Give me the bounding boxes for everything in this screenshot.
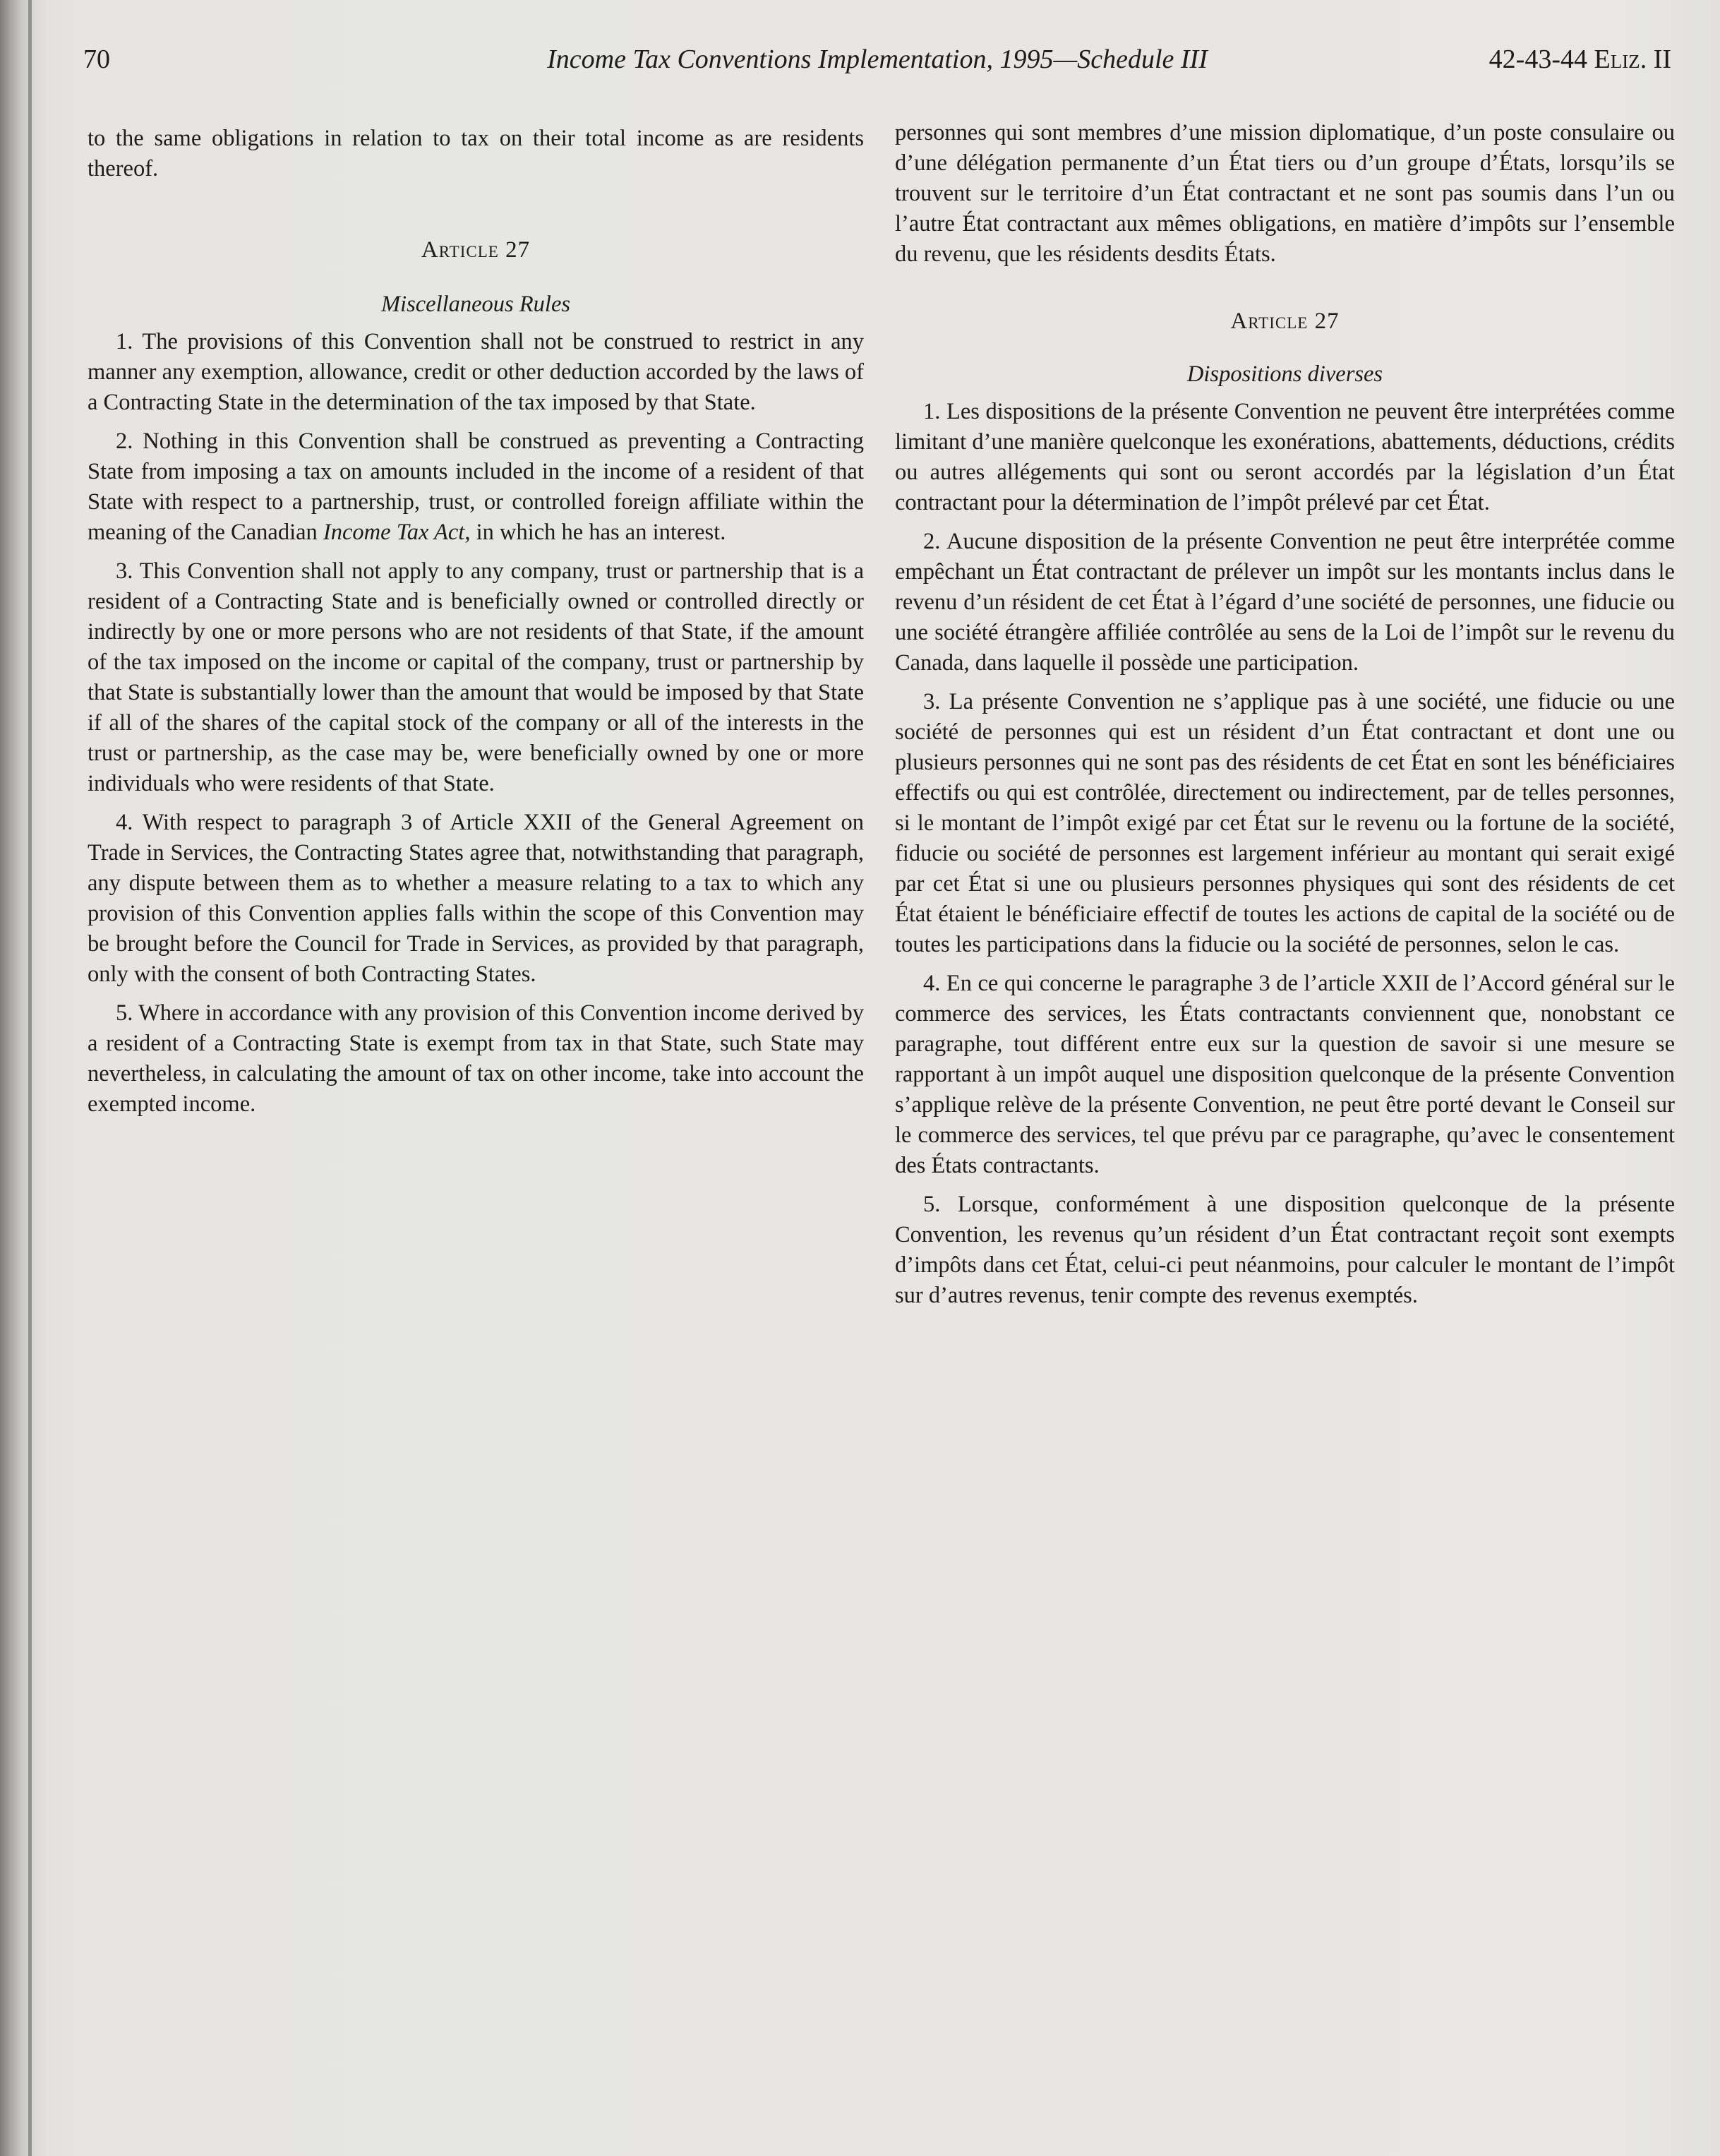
- french-paragraph-4: 4. En ce qui concerne le paragraphe 3 de l’article XXII de l’Accord général sur le commerce des services, les États contractants conviennent que, nonobstant ce paragraphe, tout différent entre eux sur la question de savoir si une mesure se rapportant à un impôt auquel une disposition quelconque de la présente Convention s’applique relève de la présente Convention, ne peut être porté devant le Conseil sur le commerce des services, tel que prévu par ce paragraphe, qu’avec le consentement des États contractants.: [895, 971, 1675, 1178]
- book-spine-shadow: [0, 0, 49, 2156]
- french-paragraph-5: 5. Lorsque, conformément à une disposition quelconque de la présente Convention, les revenus qu’un résident d’un État contractant reçoit sont exempts d’impôts dans cet État, celui-ci peut néanmoins, pour calculer le montant de l’impôt sur d’autres revenus, tenir compte des revenus exemptés.: [895, 1192, 1675, 1308]
- french-paragraph-1: 1. Les dispositions de la présente Convention ne peuvent être interprétées comme limitant d’une manière quelconque les exonérations, abattements, déductions, crédits ou autres allégements qui sont ou seront accordés par la législation d’un État contractant pour la détermination de l’impôt prélevé par cet État.: [895, 399, 1675, 515]
- book-gutter-line: [28, 0, 32, 2156]
- english-continuation: to the same obligations in relation to tax on their total income as are residents thereof.: [88, 126, 864, 181]
- french-paragraph-3: 3. La présente Convention ne s’applique pas à une société, une fiducie ou une société de personnes qui est un résident d’un État contractant et dont une ou plusieurs personnes qui ne sont pas des résidents de cet État en sont les bénéficiaires effectifs ou qui est contrôlée, directement ou indirectement, par de telles personnes, si le montant de l’impôt exigé par cet État sur le revenu ou la fortune de la société, fiducie ou société de personnes est largement inférieur au montant qui serait exigé par cet État si une ou plusieurs personnes physiques qui sont des résidents de cet État étaient le bénéficiaire effectif de toutes les actions de capital de la société ou de toutes les participations dans la fiducie ou la société de personnes, selon le cas.: [895, 689, 1675, 957]
- regnal-year: 42-43-44 Eliz. II: [1489, 44, 1671, 74]
- english-article-number: Article 27: [421, 237, 531, 263]
- french-article-number: Article 27: [1230, 309, 1340, 334]
- french-continuation: personnes qui sont membres d’une mission diplomatique, d’un poste consulaire ou d’une délégation permanente d’un État tiers ou d’un groupe d’États, lorsqu’ils se trouvent sur le territoire d’un État contractant et ne sont pas soumis dans l’un ou l’autre État contractant aux mêmes obligations, en matière d’impôts sur l’ensemble du revenu, que les résidents desdits États.: [895, 120, 1675, 267]
- french-paragraph-2: 2. Aucune disposition de la présente Convention ne peut être interprétée comme empêchant un État contractant de prélever un impôt sur les montants inclus dans le revenu d’un résident de cet État à l’égard d’une société de personnes, une fiducie ou une société étrangère affiliée contrôlée au sens de la Loi de l’impôt sur le revenu du Canada, dans laquelle il possède une participation.: [895, 529, 1675, 676]
- act-name: Income Tax Act: [323, 520, 465, 545]
- running-header: [83, 44, 1671, 86]
- french-column: [895, 118, 1675, 1319]
- english-paragraph-1: 1. The provisions of this Convention shall not be construed to restrict in any manner any exemption, allowance, credit or other deduction accorded by the laws of a Contracting State in the determination of the tax imposed by that State.: [88, 329, 864, 415]
- english-paragraph-4: 4. With respect to paragraph 3 of Article XXII of the General Agreement on Trade in Services, the Contracting States agree that, notwithstanding that paragraph, any dispute between them as to whether a measure relating to a tax to which any provision of this Convention applies falls within the scope of this Convention may be brought before the Council for Trade in Services, as provided by that paragraph, only with the consent of both Contracting States.: [88, 810, 864, 987]
- english-paragraph-2: 2. Nothing in this Convention shall be construed as preventing a Contracting State from imposing a tax on amounts included in the income of a resident of that State with respect to a partnership, trust, or controlled foreign affiliate within the meaning of the Canadian Income Tax Act, in which he has an interest.: [88, 429, 864, 545]
- running-title: Income Tax Conventions Implementation, 1995—Schedule III: [547, 44, 1208, 74]
- english-paragraph-5: 5. Where in accordance with any provision of this Convention income derived by a resident of a Contracting State is exempt from tax in that State, such State may nevertheless, in calculating the amount of tax on other income, take into account the exempted income.: [88, 1000, 864, 1117]
- english-paragraph-3: 3. This Convention shall not apply to any company, trust or partnership that is a resident of a Contracting State and is beneficially owned or controlled directly or indirectly by one or more persons who are not residents of that State, if the amount of the tax imposed on the income or capital of the company, trust or partnership by that State is substantially lower than the amount that would be imposed by that State if all of the shares of the capital stock of the company or all of the interests in the trust or partnership, as the case may be, were beneficially owned by one or more individuals who were residents of that State.: [88, 558, 864, 796]
- english-column: [88, 124, 864, 1128]
- french-article-title: Dispositions diverses: [1186, 361, 1383, 387]
- english-article-title: Miscellaneous Rules: [380, 292, 571, 317]
- page-number: 70: [83, 44, 110, 74]
